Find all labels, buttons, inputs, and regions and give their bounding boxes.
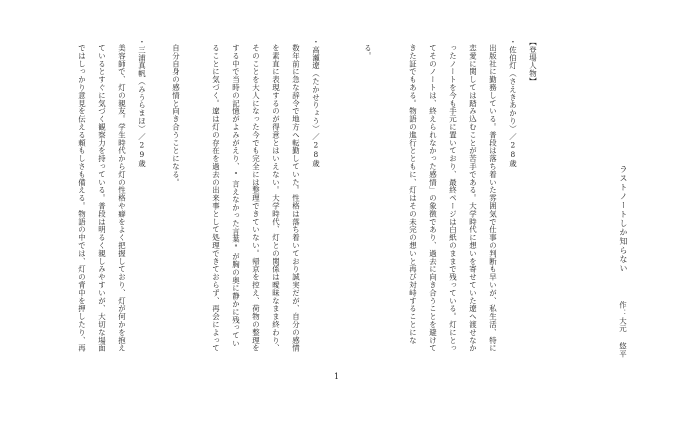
- character-name: ・佐伯灯（さえきあかり）／28歳: [508, 38, 518, 168]
- section-heading: 【登場人物】: [528, 38, 538, 86]
- character-description-line: そのことを大人になった今でも完全には整理できていない。帰京を控え、荷物の整理を: [251, 44, 261, 353]
- character-description-line: る。: [363, 44, 373, 60]
- document-title: ラストノートしか知らない: [619, 165, 628, 273]
- character-description-line: ではしっかり意見を伝える頼もしさも備える。物語の中では、灯の背中を押したり、再: [77, 44, 87, 353]
- character-description-line: ることに気づく。遼は灯の存在を過去の出来事として処理できておらず、再会によって: [211, 44, 221, 353]
- character-description-line: 数年前に急な辞令で地方へ転勤していた。性格は落ち着いており誠実だが、自分の感情: [291, 44, 301, 353]
- character-description-line: ているとすぐに気づく観察力を持っている。普段は明るく親しみやすいが、大切な場面: [97, 44, 107, 353]
- character-name: ・三浦真帆（みうらまほ）／29歳: [137, 38, 147, 168]
- character-description-line: ったノートを今も手元に置いており、最終ページは白紙のままで残っている。灯にとっ: [448, 44, 458, 353]
- character-description-line: 美容師で、灯の親友。学生時代から灯の性格や癖をよく把握しており、灯が何かを抱え: [117, 44, 127, 353]
- character-description-line: 出版社に勤務している。普段は落ち着いた雰囲気で仕事の判断も早いが、私生活、特に: [488, 44, 498, 353]
- character-description-line: する中で当時の記憶がよみがえり、"言えなかった言葉"が胸の奥に静かに残ってい: [231, 44, 241, 348]
- author-credit: 作：大元 悠平: [618, 301, 628, 358]
- character-description-line: 恋愛に関しては踏み込むことが苦手である。大学時代に想いを寄せていた遼へ渡せなか: [468, 44, 478, 353]
- page-number: 1: [334, 372, 340, 381]
- character-name: ・高瀬遼（たかせりょう）／28歳: [311, 38, 321, 168]
- character-description-line: を素直に表現するのが得意とはいえない。大学時代、灯との関係は曖昧なまま終わり、: [271, 44, 281, 353]
- character-description-line: 自分自身の感情と向き合うことになる。: [171, 44, 181, 187]
- character-description-line: てそのノートは、終えられなかった感情」の象徴であり、過去に向き合うことを避けて: [428, 44, 438, 353]
- character-description-line: きた証でもある。物語の進行とともに、灯はその未完の想いと再び対峙することにな: [408, 44, 418, 345]
